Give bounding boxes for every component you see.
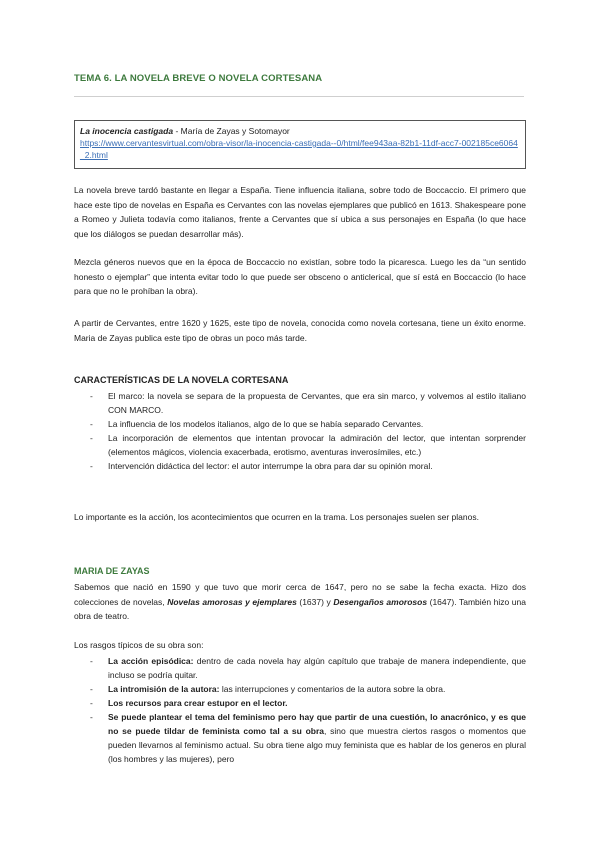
zayas-text: Sabemos que nació en 1590 y que tuvo que morir cerca de 1647, pero no se sabe la fecha exacta. Hizo dos colecciones de novelas, bbox=[74, 582, 526, 607]
list-item bbox=[74, 682, 526, 696]
bullet-dash: - bbox=[90, 684, 93, 694]
list-item-text: La influencia de los modelos italianos, algo de lo que se había separado Cervantes. bbox=[108, 419, 424, 429]
intro-paragraph-2: Mezcla géneros nuevos que en la época de Boccaccio no existían, sobre todo la picaresca. Luego les da “un sentido honesto o ejemplar” que intenta evitar todo lo que puede ser obsceno o anticlerical, que sí está en Boccaccio (lo hace para que no le prohíban la obra). bbox=[74, 257, 526, 296]
bullet-dash: - bbox=[90, 461, 93, 471]
reference-box bbox=[74, 120, 526, 169]
rasgo-text: dentro de cada novela hay algún capítulo que trabaje de manera independiente, que incluso se podría quitar. bbox=[108, 656, 526, 680]
reference-link[interactable]: https://www.cervantesvirtual.com/obra-visor/la-inocencia-castigada--0/html/fee943aa-82b1-11df-acc7-002185ce6064_2.html bbox=[80, 138, 518, 160]
bullet-dash: - bbox=[90, 419, 93, 429]
title-divider bbox=[74, 96, 524, 97]
zayas-text: (1647). También hizo una obra de teatro. bbox=[74, 596, 526, 621]
bullet-dash: - bbox=[90, 433, 93, 443]
rasgo-bold: La acción episódica: bbox=[108, 656, 194, 666]
reference-author: - María de Zayas y Sotomayor bbox=[173, 126, 290, 136]
intro-paragraph-3: A partir de Cervantes, entre 1620 y 1625, este tipo de novela, conocida como novela cortesana, tiene un éxito enorme. Maria de Zayas publica este tipo de obras un poco más tarde. bbox=[74, 318, 526, 343]
list-item bbox=[74, 431, 526, 459]
intro-paragraph-1: La novela breve tardó bastante en llegar a España. Tiene influencia italiana, sobre todo de Boccaccio. El primero que hace este tipo de novelas en España es Cervantes con las novelas ejemplares que publicó en 1613. Shakespeare pone a Romeo y Julieta todavía como italianos, frente a Cervantes que sí ubica a sus personajes en España (lo que hace que los diálogos se puedan desarrollar más). bbox=[74, 185, 526, 239]
rasgos-intro: Los rasgos típicos de su obra son: bbox=[74, 640, 204, 650]
bullet-dash: - bbox=[90, 712, 93, 722]
rasgo-text: las interrupciones y comentarios de la autora sobre la obra. bbox=[219, 684, 446, 694]
work-title-desenganos: Desengaños amorosos bbox=[333, 596, 428, 607]
list-item bbox=[74, 389, 526, 417]
list-item-text: El marco: la novela se separa de la propuesta de Cervantes, que era sin marco, y volvemos al estilo italiano CON MARCO. bbox=[108, 391, 526, 415]
zayas-text: (1637) y bbox=[296, 596, 334, 607]
zayas-paragraph-1 bbox=[74, 580, 526, 624]
reference-book-title: La inocencia castigada bbox=[80, 126, 174, 136]
list-item bbox=[74, 459, 526, 473]
work-title-novelas: Novelas amorosas y ejemplares bbox=[167, 596, 297, 607]
caracteristicas-heading: CARACTERÍSTICAS DE LA NOVELA CORTESANA bbox=[74, 375, 289, 385]
list-item-text: Intervención didáctica del lector: el autor interrumpe la obra para dar su opinión moral. bbox=[108, 461, 433, 471]
list-item bbox=[74, 654, 526, 682]
caracteristicas-closing: Lo importante es la acción, los acontecimientos que ocurren en la trama. Los personajes suelen ser planos. bbox=[74, 512, 479, 522]
zayas-heading: MARIA DE ZAYAS bbox=[74, 566, 150, 576]
list-item bbox=[74, 696, 526, 710]
caracteristicas-list bbox=[74, 389, 526, 473]
rasgo-bold: La intromisión de la autora: bbox=[108, 684, 220, 694]
list-item-text: La incorporación de elementos que intentan provocar la admiración del lector, que intentan sorprender (elementos mágicos, violencia exacerbada, erotismo, aventuras inverosímiles, etc.) bbox=[108, 433, 526, 457]
list-item bbox=[74, 417, 526, 431]
bullet-dash: - bbox=[90, 656, 93, 666]
rasgo-bold: Se puede plantear el tema del feminismo pero hay que partir de una cuestión, lo anacrónico, y es que no se puede tildar de feminista como tal a su obra bbox=[108, 712, 526, 736]
bullet-dash: - bbox=[90, 391, 93, 401]
rasgos-list bbox=[74, 654, 526, 766]
page-title: TEMA 6. LA NOVELA BREVE O NOVELA CORTESANA bbox=[74, 73, 323, 84]
bullet-dash: - bbox=[90, 698, 93, 708]
list-item bbox=[74, 710, 526, 766]
rasgo-text: , sino que muestra ciertos rasgos o momentos que pueden llevarnos al feminismo actual. Su obra tiene algo muy feminista que es hablar de los generos en plural (los hombres y las mujeres), pero bbox=[108, 726, 526, 764]
rasgo-bold: Los recursos para crear estupor en el lector. bbox=[108, 698, 288, 708]
